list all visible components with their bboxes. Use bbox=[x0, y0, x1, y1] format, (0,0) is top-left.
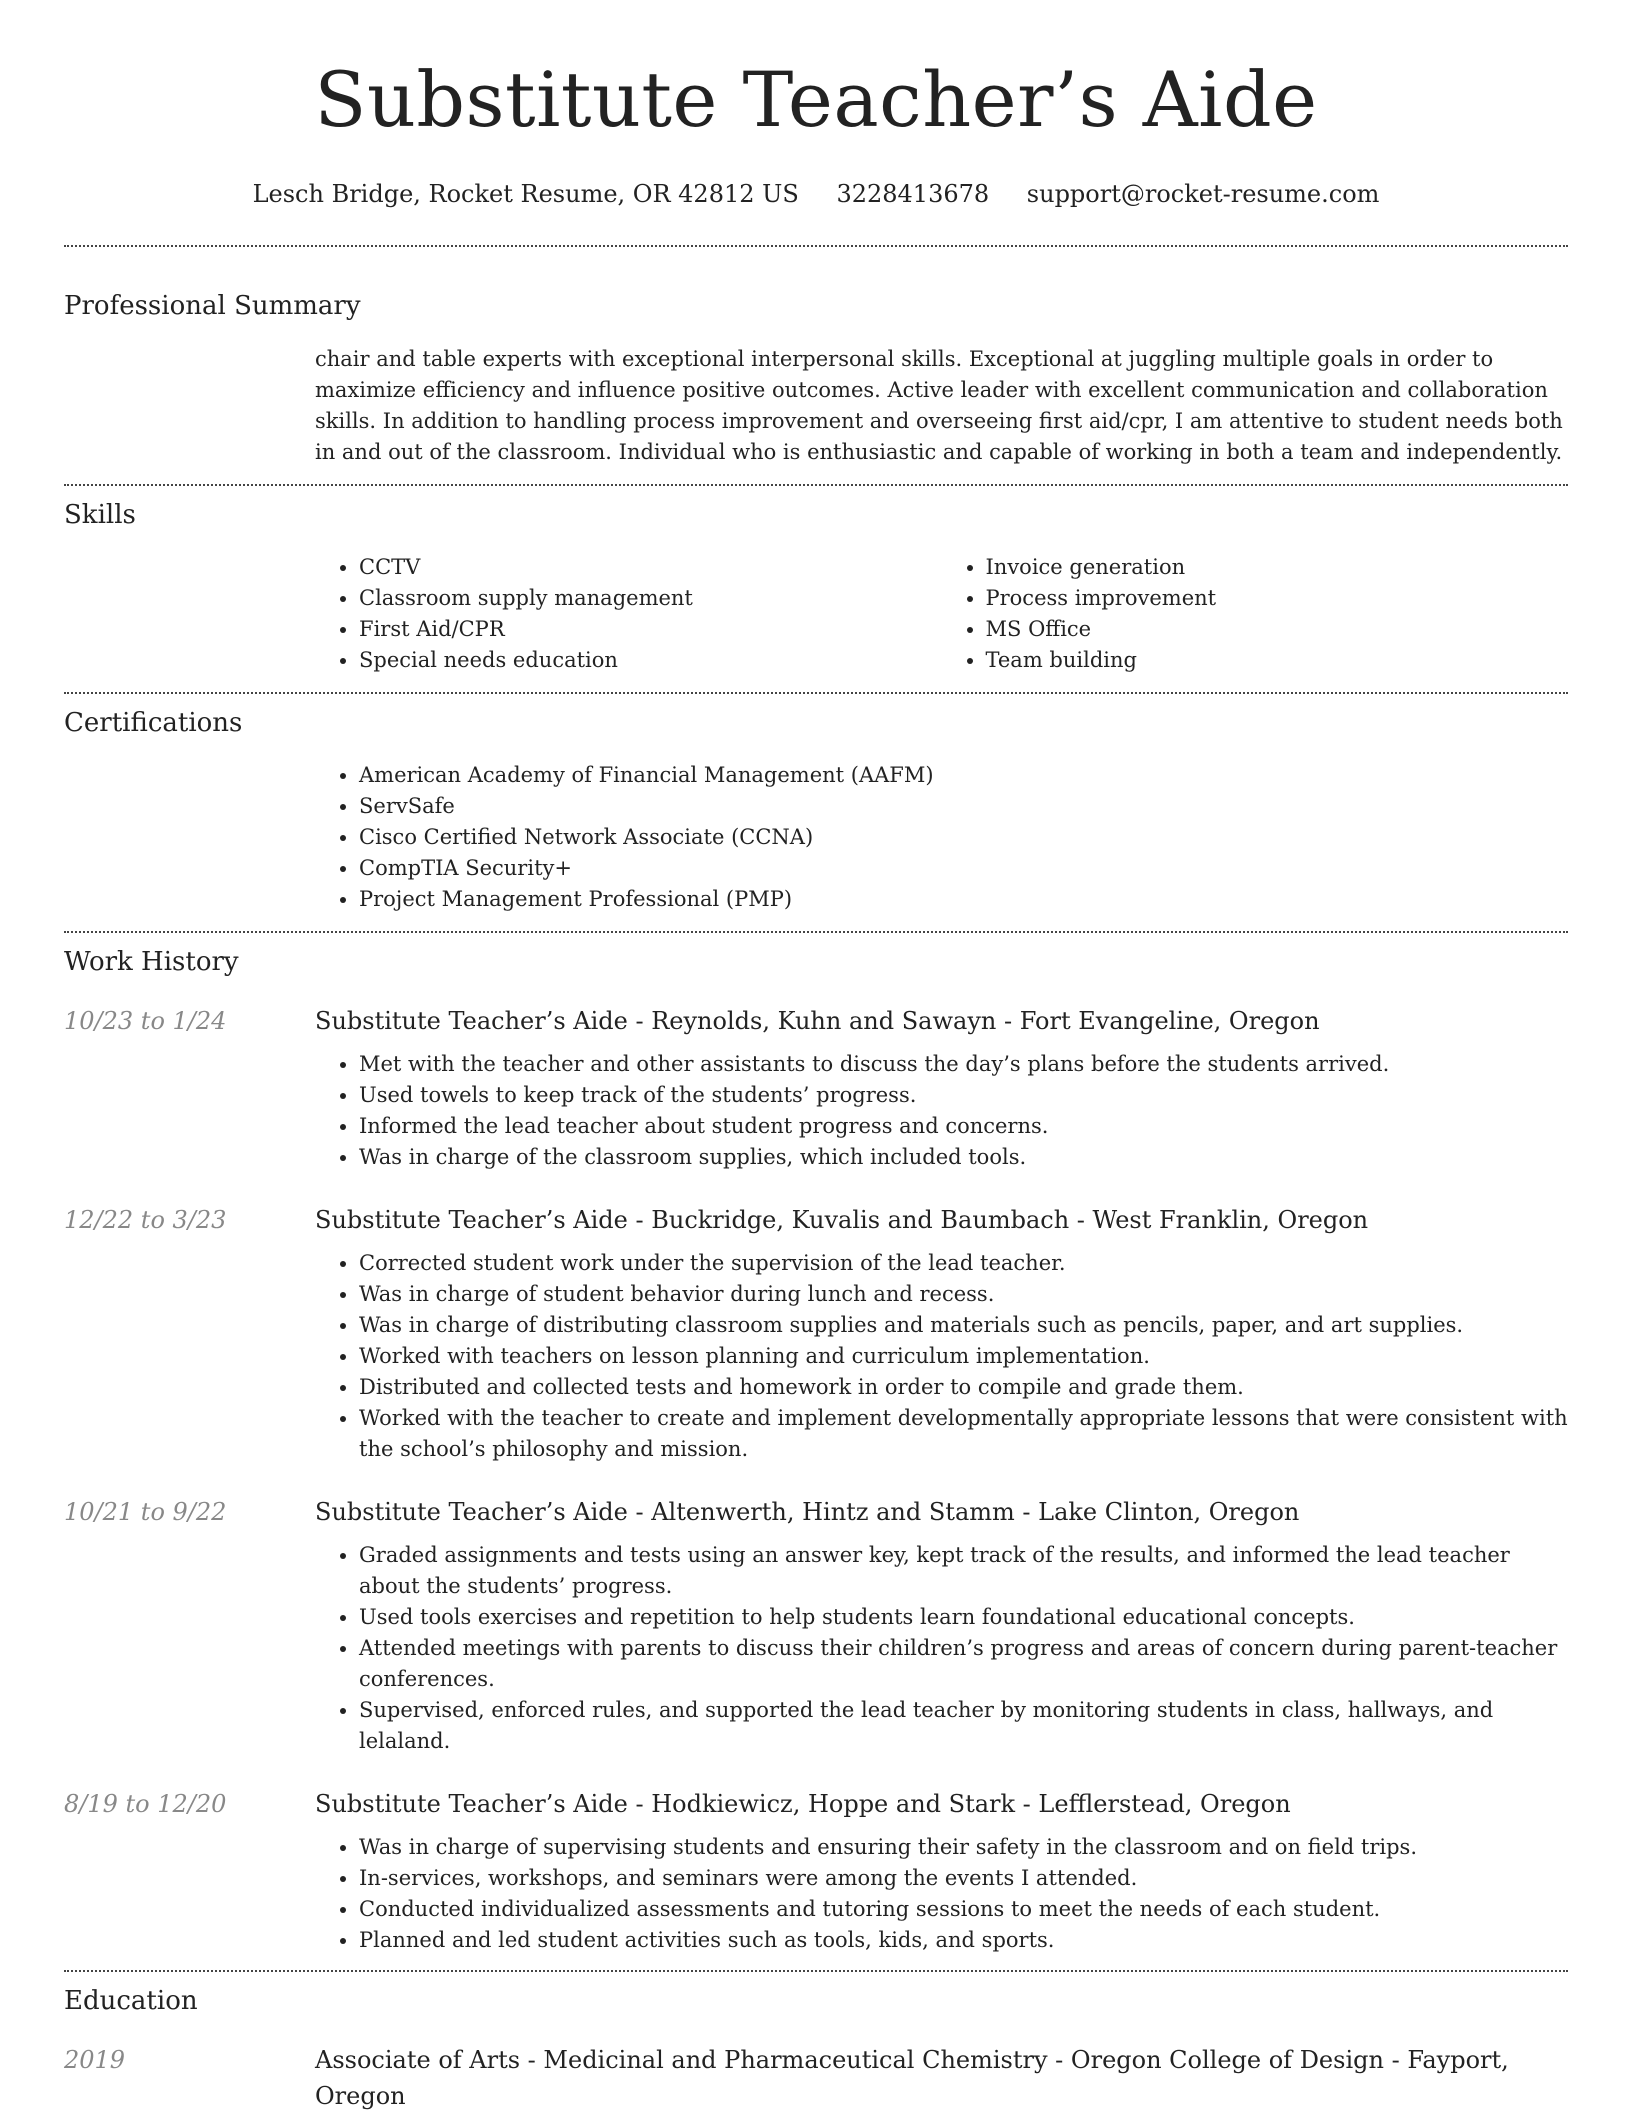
skill-item: • Special needs education bbox=[359, 645, 942, 676]
certification-item: • American Academy of Financial Management (AAFM) bbox=[359, 760, 1568, 791]
job-duties bbox=[315, 1248, 1568, 1465]
job-duty-item: • Conducted individualized assessments and tutoring sessions to meet the needs of each student. bbox=[359, 1894, 1568, 1925]
job-duty-item: • Distributed and collected tests and homework in order to compile and grade them. bbox=[359, 1372, 1568, 1403]
education-degree: Associate of Arts - Medicinal and Pharmaceutical Chemistry - Oregon College of Design - Fayport, Oregon bbox=[315, 2046, 1509, 2110]
skills-column-left bbox=[315, 552, 942, 676]
section-divider bbox=[64, 931, 1568, 933]
job-title: Substitute Teacher’s Aide - Hodkiewicz, Hoppe and Stark - Lefflerstead, Oregon bbox=[315, 1790, 1291, 1818]
job-duty-item: • Was in charge of supervising students and ensuring their safety in the classroom and on field trips. bbox=[359, 1832, 1568, 1863]
summary-heading: Professional Summary bbox=[64, 291, 361, 321]
job-date: 10/23 to 1/24 bbox=[64, 1007, 227, 1035]
education-date: 2019 bbox=[64, 2046, 126, 2074]
skill-item: • First Aid/CPR bbox=[359, 614, 942, 645]
skills-heading: Skills bbox=[64, 500, 136, 530]
job-duty-item: • Was in charge of student behavior during lunch and recess. bbox=[359, 1279, 1568, 1310]
job-entry bbox=[64, 1003, 1568, 1173]
job-duties bbox=[315, 1832, 1568, 1970]
job-duties bbox=[315, 1049, 1568, 1173]
section-divider bbox=[64, 484, 1568, 486]
skill-item: • CCTV bbox=[359, 552, 942, 583]
job-entry bbox=[64, 1494, 1568, 1757]
job-duty-item: • Was in charge of the classroom supplies, which included tools. bbox=[359, 1142, 1568, 1173]
job-duty-item: • Worked with the teacher to create and implement developmentally appropriate lessons that were consistent with the school’s philosophy and mission. bbox=[359, 1403, 1568, 1465]
skill-item: • Classroom supply management bbox=[359, 583, 942, 614]
work-history-heading: Work History bbox=[64, 947, 239, 977]
skills-list bbox=[315, 552, 1568, 692]
job-title: Substitute Teacher’s Aide - Altenwerth, Hintz and Stamm - Lake Clinton, Oregon bbox=[315, 1498, 1300, 1526]
job-date: 8/19 to 12/20 bbox=[64, 1790, 227, 1818]
summary-text: chair and table experts with exceptional interpersonal skills. Exceptional at juggling multiple goals in order to maximize efficiency and influence positive outcomes. Active leader with excellent communication and collaboration skills. In addition to handling process improvement and overseeing first aid/cpr, I am attentive to student needs both in and out of the classroom. Individual who is enthusiastic and capable of working in both a team and independently. bbox=[315, 347, 1563, 464]
job-duty-item: • Used towels to keep track of the students’ progress. bbox=[359, 1080, 1568, 1111]
job-duty-item: • Planned and led student activities such as tools, kids, and sports. bbox=[359, 1925, 1568, 1956]
skills-column-right bbox=[942, 552, 1569, 676]
job-duty-item: • Was in charge of distributing classroom supplies and materials such as pencils, paper, and art supplies. bbox=[359, 1310, 1568, 1341]
job-entry bbox=[64, 1202, 1568, 1465]
job-duty-item: • Attended meetings with parents to discuss their children’s progress and areas of concern during parent-teacher conferences. bbox=[359, 1633, 1568, 1695]
contact-line bbox=[64, 178, 1568, 210]
job-duty-item: • In-services, workshops, and seminars were among the events I attended. bbox=[359, 1863, 1568, 1894]
section-divider bbox=[64, 692, 1568, 694]
resume-name: Substitute Teacher’s Aide bbox=[314, 55, 1318, 144]
contact-email: support@rocket-resume.com bbox=[1026, 180, 1380, 208]
job-header bbox=[64, 1494, 1568, 1530]
contact-address: Lesch Bridge, Rocket Resume, OR 42812 US bbox=[252, 180, 799, 208]
contact-phone: 3228413678 bbox=[836, 180, 990, 208]
certification-item: • ServSafe bbox=[359, 791, 1568, 822]
certifications-list bbox=[315, 760, 1568, 931]
job-duty-item: • Corrected student work under the supervision of the lead teacher. bbox=[359, 1248, 1568, 1279]
certification-item: • Project Management Professional (PMP) bbox=[359, 884, 1568, 915]
job-duty-item: • Informed the lead teacher about student progress and concerns. bbox=[359, 1111, 1568, 1142]
job-duty-item: • Met with the teacher and other assistants to discuss the day’s plans before the students arrived. bbox=[359, 1049, 1568, 1080]
education-heading: Education bbox=[64, 1986, 198, 2016]
job-duties bbox=[315, 1540, 1568, 1757]
job-header bbox=[64, 1003, 1568, 1039]
section-divider bbox=[64, 1970, 1568, 1972]
section-divider bbox=[64, 245, 1568, 247]
job-duty-item: • Worked with teachers on lesson planning and curriculum implementation. bbox=[359, 1341, 1568, 1372]
job-date: 10/21 to 9/22 bbox=[64, 1498, 227, 1526]
education-entry bbox=[64, 2042, 1568, 2114]
job-title: Substitute Teacher’s Aide - Buckridge, Kuvalis and Baumbach - West Franklin, Oregon bbox=[315, 1206, 1369, 1234]
skill-item: • Invoice generation bbox=[986, 552, 1569, 583]
job-date: 12/22 to 3/23 bbox=[64, 1206, 227, 1234]
job-duty-item: • Used tools exercises and repetition to help students learn foundational educational concepts. bbox=[359, 1602, 1568, 1633]
certification-item: • Cisco Certified Network Associate (CCNA) bbox=[359, 822, 1568, 853]
certifications-heading: Certifications bbox=[64, 708, 243, 738]
job-title: Substitute Teacher’s Aide - Reynolds, Kuhn and Sawayn - Fort Evangeline, Oregon bbox=[315, 1007, 1320, 1035]
skill-item: • Process improvement bbox=[986, 583, 1569, 614]
job-duty-item: • Graded assignments and tests using an answer key, kept track of the results, and informed the lead teacher about the students’ progress. bbox=[359, 1540, 1568, 1602]
skill-item: • Team building bbox=[986, 645, 1569, 676]
certification-item: • CompTIA Security+ bbox=[359, 853, 1568, 884]
job-entry bbox=[64, 1786, 1568, 1970]
job-header bbox=[64, 1786, 1568, 1822]
skill-item: • MS Office bbox=[986, 614, 1569, 645]
education-header bbox=[64, 2042, 1568, 2114]
job-duty-item: • Supervised, enforced rules, and supported the lead teacher by monitoring students in class, hallways, and lelaland. bbox=[359, 1695, 1568, 1757]
job-header bbox=[64, 1202, 1568, 1238]
